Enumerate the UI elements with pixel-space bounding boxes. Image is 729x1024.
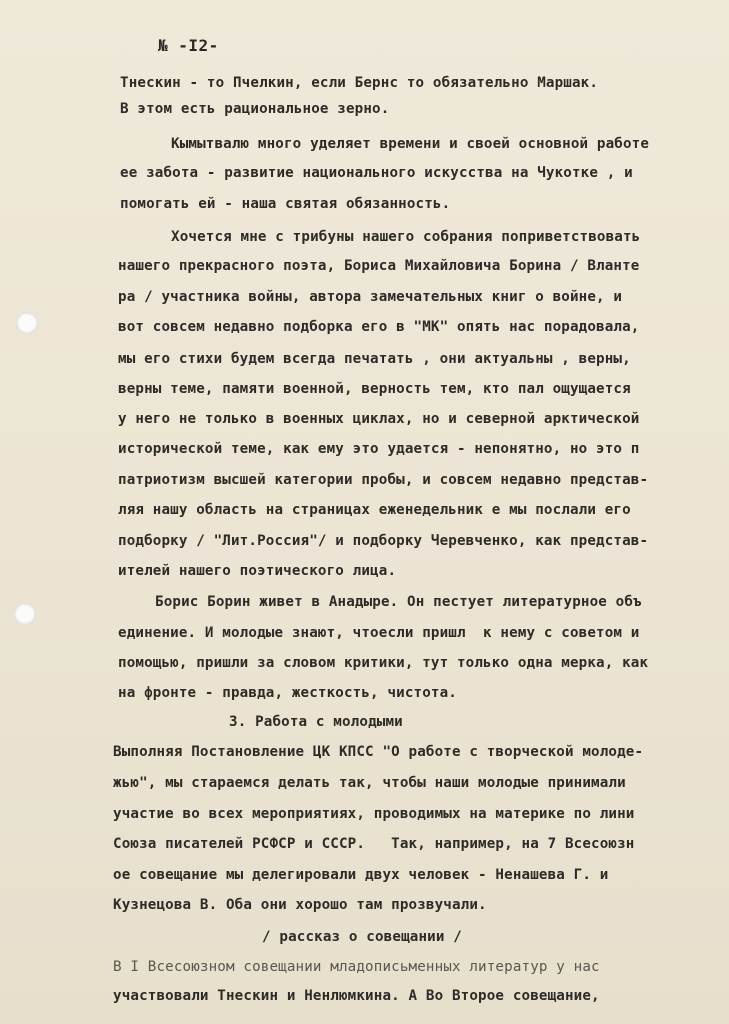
text-line: на фронте - правда, жесткость, чистота. xyxy=(118,685,457,701)
text-line: исторической теме, как ему это удается - непонятно, но это п xyxy=(118,441,640,457)
text-line: Выполняя Постановление ЦК КПСС "О работе с творческой молоде- xyxy=(113,744,644,760)
text-line: Борис Борин живет в Анадыре. Он пестует литературное объ xyxy=(155,594,642,610)
text-line: ее забота - развитие национального искусства на Чукотке , и xyxy=(120,165,633,181)
page-number: № -I2- xyxy=(158,36,219,55)
text-line: помогать ей - наша святая обязанность. xyxy=(120,196,451,212)
text-line: ляя нашу область на страницах еженедельник е мы послали его xyxy=(118,502,631,518)
text-line: ое совещание мы делегировали двух человек - Ненашева Г. и xyxy=(113,867,609,883)
text-line: патриотизм высшей категории пробы, и совсем недавно представ- xyxy=(118,472,649,488)
punch-hole-top xyxy=(16,312,38,334)
text-line: участвовали Тнескин и Ненлюмкина. А Во Второе совещание, xyxy=(113,988,600,1004)
text-line: Хочется мне с трибуны нашего собрания поприветствовать xyxy=(171,229,641,245)
text-line: ителей нашего поэтического лица. xyxy=(118,563,397,579)
text-line: участие во всех мероприятиях, проводимых на материке по лини xyxy=(113,806,635,822)
text-line: В этом есть рациональное зерно. xyxy=(120,101,390,117)
text-line: Кымытвалю много уделяет времени и своей основной работе xyxy=(171,136,650,152)
text-line: помощью, пришли за словом критики, тут только одна мерка, как xyxy=(118,655,649,671)
text-line: ра / участника войны, автора замечательных книг о войне, и xyxy=(118,289,623,305)
text-line: у него не только в военных циклах, но и северной арктической xyxy=(118,411,640,427)
text-line: Тнескин - то Пчелкин, если Бернс то обязательно Маршак. xyxy=(120,75,599,91)
text-line: мы его стихи будем всегда печатать , они актуальны , верны, xyxy=(118,351,631,367)
section-heading: 3. Работа с молодыми xyxy=(229,714,403,730)
text-line: В I Всесоюзном совещании младописьменных литератур у нас xyxy=(113,959,600,975)
text-line: нашего прекрасного поэта, Бориса Михайловича Борина / Вланте xyxy=(118,258,640,274)
text-line: / рассказ о совещании / xyxy=(262,929,462,945)
text-line: вот совсем недавно подборка его в "МК" опять нас порадовала, xyxy=(118,319,640,335)
text-line: верны теме, памяти военной, верность тем, кто пал ощущается xyxy=(118,381,631,397)
text-line: Кузнецова В. Оба они хорошо там прозвучали. xyxy=(113,897,487,913)
text-line: Союза писателей РСФСР и СССР. Так, например, на 7 Всесоюзн xyxy=(113,836,635,852)
text-line: подборку / "Лит.Россия"/ и подборку Черевченко, как представ- xyxy=(118,533,649,549)
text-line: жью", мы стараемся делать так, чтобы наши молодые принимали xyxy=(113,775,626,791)
text-line: единение. И молодые знают, чтоесли пришл к нему с советом и xyxy=(118,625,640,641)
punch-hole-bottom xyxy=(14,603,36,625)
